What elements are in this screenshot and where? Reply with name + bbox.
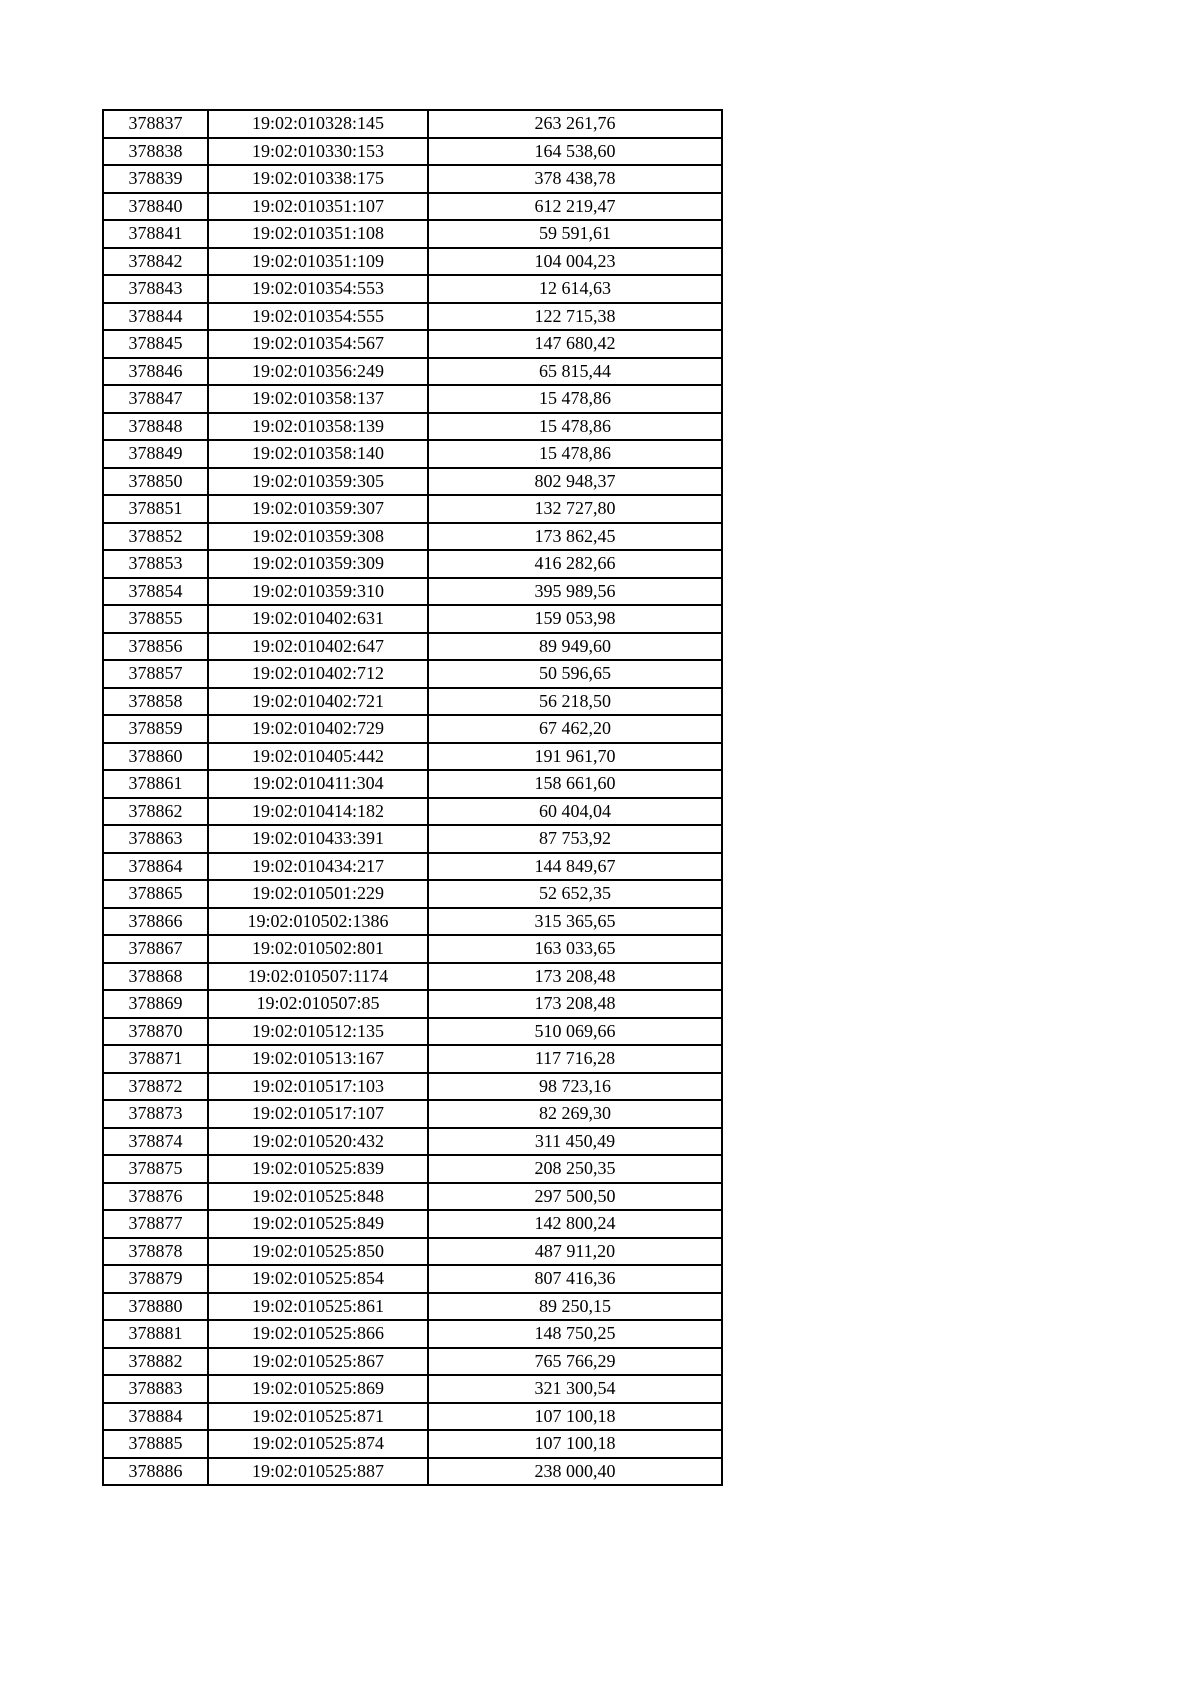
row-number-cell: 378873 <box>103 1100 208 1128</box>
cadastral-number-cell: 19:02:010402:647 <box>208 633 428 661</box>
cadastral-number-cell: 19:02:010517:103 <box>208 1073 428 1101</box>
table-row <box>103 1375 722 1403</box>
cadastral-number-cell: 19:02:010359:308 <box>208 523 428 551</box>
cadastral-number-cell: 19:02:010358:137 <box>208 385 428 413</box>
value-cell: 50 596,65 <box>428 660 722 688</box>
row-number-cell: 378878 <box>103 1238 208 1266</box>
cadastral-number-cell: 19:02:010525:871 <box>208 1403 428 1431</box>
cadastral-number-cell: 19:02:010351:107 <box>208 193 428 221</box>
value-cell: 311 450,49 <box>428 1128 722 1156</box>
value-cell: 15 478,86 <box>428 413 722 441</box>
value-cell: 612 219,47 <box>428 193 722 221</box>
value-cell: 89 949,60 <box>428 633 722 661</box>
table-row <box>103 413 722 441</box>
value-cell: 173 208,48 <box>428 990 722 1018</box>
cadastral-number-cell: 19:02:010354:553 <box>208 275 428 303</box>
row-number-cell: 378865 <box>103 880 208 908</box>
table-row <box>103 468 722 496</box>
cadastral-number-cell: 19:02:010359:307 <box>208 495 428 523</box>
table-row <box>103 220 722 248</box>
table-row <box>103 743 722 771</box>
table-row <box>103 358 722 386</box>
cadastral-number-cell: 19:02:010525:849 <box>208 1210 428 1238</box>
table-body <box>103 110 722 1485</box>
row-number-cell: 378849 <box>103 440 208 468</box>
value-cell: 87 753,92 <box>428 825 722 853</box>
row-number-cell: 378876 <box>103 1183 208 1211</box>
table-row <box>103 385 722 413</box>
value-cell: 144 849,67 <box>428 853 722 881</box>
table-row <box>103 825 722 853</box>
value-cell: 12 614,63 <box>428 275 722 303</box>
row-number-cell: 378859 <box>103 715 208 743</box>
table-row <box>103 688 722 716</box>
table-row <box>103 853 722 881</box>
row-number-cell: 378862 <box>103 798 208 826</box>
table-row <box>103 715 722 743</box>
cadastral-number-cell: 19:02:010502:801 <box>208 935 428 963</box>
row-number-cell: 378856 <box>103 633 208 661</box>
row-number-cell: 378875 <box>103 1155 208 1183</box>
row-number-cell: 378869 <box>103 990 208 1018</box>
cadastral-number-cell: 19:02:010359:309 <box>208 550 428 578</box>
cadastral-number-cell: 19:02:010525:869 <box>208 1375 428 1403</box>
table-row <box>103 1100 722 1128</box>
table-row <box>103 440 722 468</box>
row-number-cell: 378881 <box>103 1320 208 1348</box>
value-cell: 163 033,65 <box>428 935 722 963</box>
table-row <box>103 165 722 193</box>
value-cell: 802 948,37 <box>428 468 722 496</box>
value-cell: 117 716,28 <box>428 1045 722 1073</box>
row-number-cell: 378877 <box>103 1210 208 1238</box>
value-cell: 238 000,40 <box>428 1458 722 1486</box>
cadastral-number-cell: 19:02:010358:140 <box>208 440 428 468</box>
table-row <box>103 495 722 523</box>
value-cell: 132 727,80 <box>428 495 722 523</box>
table-row <box>103 963 722 991</box>
row-number-cell: 378854 <box>103 578 208 606</box>
cadastral-number-cell: 19:02:010414:182 <box>208 798 428 826</box>
cadastral-number-cell: 19:02:010358:139 <box>208 413 428 441</box>
cadastral-number-cell: 19:02:010517:107 <box>208 1100 428 1128</box>
row-number-cell: 378883 <box>103 1375 208 1403</box>
cadastral-number-cell: 19:02:010330:153 <box>208 138 428 166</box>
value-cell: 107 100,18 <box>428 1430 722 1458</box>
table-row <box>103 1458 722 1486</box>
row-number-cell: 378884 <box>103 1403 208 1431</box>
table-row <box>103 1045 722 1073</box>
row-number-cell: 378861 <box>103 770 208 798</box>
value-cell: 98 723,16 <box>428 1073 722 1101</box>
row-number-cell: 378842 <box>103 248 208 276</box>
cadastral-number-cell: 19:02:010502:1386 <box>208 908 428 936</box>
table-row <box>103 798 722 826</box>
value-cell: 321 300,54 <box>428 1375 722 1403</box>
cadastral-number-cell: 19:02:010351:108 <box>208 220 428 248</box>
value-cell: 487 911,20 <box>428 1238 722 1266</box>
value-cell: 807 416,36 <box>428 1265 722 1293</box>
row-number-cell: 378870 <box>103 1018 208 1046</box>
value-cell: 89 250,15 <box>428 1293 722 1321</box>
cadastral-number-cell: 19:02:010525:861 <box>208 1293 428 1321</box>
table-row <box>103 605 722 633</box>
table-row <box>103 1183 722 1211</box>
table-row <box>103 1073 722 1101</box>
value-cell: 297 500,50 <box>428 1183 722 1211</box>
cadastral-number-cell: 19:02:010525:887 <box>208 1458 428 1486</box>
cadastral-number-cell: 19:02:010402:712 <box>208 660 428 688</box>
value-cell: 65 815,44 <box>428 358 722 386</box>
value-cell: 378 438,78 <box>428 165 722 193</box>
value-cell: 416 282,66 <box>428 550 722 578</box>
value-cell: 765 766,29 <box>428 1348 722 1376</box>
value-cell: 142 800,24 <box>428 1210 722 1238</box>
cadastral-number-cell: 19:02:010525:850 <box>208 1238 428 1266</box>
value-cell: 60 404,04 <box>428 798 722 826</box>
value-cell: 208 250,35 <box>428 1155 722 1183</box>
row-number-cell: 378855 <box>103 605 208 633</box>
value-cell: 122 715,38 <box>428 303 722 331</box>
value-cell: 173 208,48 <box>428 963 722 991</box>
table-row <box>103 110 722 138</box>
cadastral-number-cell: 19:02:010525:867 <box>208 1348 428 1376</box>
table-row <box>103 1403 722 1431</box>
cadastral-number-cell: 19:02:010525:874 <box>208 1430 428 1458</box>
row-number-cell: 378848 <box>103 413 208 441</box>
table-row <box>103 770 722 798</box>
value-cell: 510 069,66 <box>428 1018 722 1046</box>
value-cell: 52 652,35 <box>428 880 722 908</box>
cadastral-number-cell: 19:02:010411:304 <box>208 770 428 798</box>
table-row <box>103 660 722 688</box>
row-number-cell: 378871 <box>103 1045 208 1073</box>
row-number-cell: 378879 <box>103 1265 208 1293</box>
cadastral-number-cell: 19:02:010359:310 <box>208 578 428 606</box>
cadastral-number-cell: 19:02:010525:854 <box>208 1265 428 1293</box>
table-row <box>103 193 722 221</box>
cadastral-number-cell: 19:02:010402:729 <box>208 715 428 743</box>
cadastral-number-cell: 19:02:010513:167 <box>208 1045 428 1073</box>
value-cell: 67 462,20 <box>428 715 722 743</box>
table-row <box>103 1265 722 1293</box>
row-number-cell: 378868 <box>103 963 208 991</box>
table-row <box>103 633 722 661</box>
row-number-cell: 378874 <box>103 1128 208 1156</box>
table-row <box>103 578 722 606</box>
row-number-cell: 378864 <box>103 853 208 881</box>
cadastral-number-cell: 19:02:010402:721 <box>208 688 428 716</box>
row-number-cell: 378853 <box>103 550 208 578</box>
cadastral-number-cell: 19:02:010351:109 <box>208 248 428 276</box>
row-number-cell: 378852 <box>103 523 208 551</box>
cadastral-number-cell: 19:02:010434:217 <box>208 853 428 881</box>
table-row <box>103 1293 722 1321</box>
row-number-cell: 378839 <box>103 165 208 193</box>
table-row <box>103 550 722 578</box>
table-row <box>103 248 722 276</box>
value-cell: 191 961,70 <box>428 743 722 771</box>
cadastral-number-cell: 19:02:010402:631 <box>208 605 428 633</box>
row-number-cell: 378882 <box>103 1348 208 1376</box>
cadastral-number-cell: 19:02:010433:391 <box>208 825 428 853</box>
cadastral-number-cell: 19:02:010328:145 <box>208 110 428 138</box>
row-number-cell: 378844 <box>103 303 208 331</box>
value-cell: 107 100,18 <box>428 1403 722 1431</box>
cadastral-number-cell: 19:02:010507:1174 <box>208 963 428 991</box>
table-row <box>103 1320 722 1348</box>
table-row <box>103 1238 722 1266</box>
cadastral-number-cell: 19:02:010359:305 <box>208 468 428 496</box>
table-row <box>103 1128 722 1156</box>
row-number-cell: 378845 <box>103 330 208 358</box>
cadastral-number-cell: 19:02:010356:249 <box>208 358 428 386</box>
table-row <box>103 1430 722 1458</box>
value-cell: 56 218,50 <box>428 688 722 716</box>
table-row <box>103 880 722 908</box>
row-number-cell: 378860 <box>103 743 208 771</box>
table-row <box>103 1155 722 1183</box>
cadastral-number-cell: 19:02:010507:85 <box>208 990 428 1018</box>
table-row <box>103 908 722 936</box>
table-row <box>103 330 722 358</box>
cadastral-number-cell: 19:02:010354:567 <box>208 330 428 358</box>
table-row <box>103 303 722 331</box>
table-row <box>103 1210 722 1238</box>
row-number-cell: 378880 <box>103 1293 208 1321</box>
cadastral-number-cell: 19:02:010525:866 <box>208 1320 428 1348</box>
row-number-cell: 378872 <box>103 1073 208 1101</box>
value-cell: 158 661,60 <box>428 770 722 798</box>
row-number-cell: 378838 <box>103 138 208 166</box>
row-number-cell: 378846 <box>103 358 208 386</box>
row-number-cell: 378841 <box>103 220 208 248</box>
row-number-cell: 378850 <box>103 468 208 496</box>
table-row <box>103 1348 722 1376</box>
cadastral-number-cell: 19:02:010338:175 <box>208 165 428 193</box>
value-cell: 159 053,98 <box>428 605 722 633</box>
cadastral-number-cell: 19:02:010512:135 <box>208 1018 428 1046</box>
cadastral-number-cell: 19:02:010354:555 <box>208 303 428 331</box>
cadastral-number-cell: 19:02:010501:229 <box>208 880 428 908</box>
cadastral-value-table <box>102 109 723 1486</box>
row-number-cell: 378863 <box>103 825 208 853</box>
value-cell: 395 989,56 <box>428 578 722 606</box>
value-cell: 315 365,65 <box>428 908 722 936</box>
row-number-cell: 378858 <box>103 688 208 716</box>
table-row <box>103 990 722 1018</box>
row-number-cell: 378851 <box>103 495 208 523</box>
value-cell: 15 478,86 <box>428 385 722 413</box>
row-number-cell: 378885 <box>103 1430 208 1458</box>
row-number-cell: 378866 <box>103 908 208 936</box>
cadastral-number-cell: 19:02:010405:442 <box>208 743 428 771</box>
row-number-cell: 378867 <box>103 935 208 963</box>
row-number-cell: 378840 <box>103 193 208 221</box>
row-number-cell: 378843 <box>103 275 208 303</box>
value-cell: 164 538,60 <box>428 138 722 166</box>
cadastral-number-cell: 19:02:010525:848 <box>208 1183 428 1211</box>
row-number-cell: 378886 <box>103 1458 208 1486</box>
value-cell: 147 680,42 <box>428 330 722 358</box>
table-row <box>103 275 722 303</box>
value-cell: 148 750,25 <box>428 1320 722 1348</box>
row-number-cell: 378837 <box>103 110 208 138</box>
value-cell: 173 862,45 <box>428 523 722 551</box>
value-cell: 59 591,61 <box>428 220 722 248</box>
value-cell: 15 478,86 <box>428 440 722 468</box>
value-cell: 82 269,30 <box>428 1100 722 1128</box>
table-row <box>103 935 722 963</box>
value-cell: 104 004,23 <box>428 248 722 276</box>
cadastral-number-cell: 19:02:010525:839 <box>208 1155 428 1183</box>
table-row <box>103 1018 722 1046</box>
cadastral-number-cell: 19:02:010520:432 <box>208 1128 428 1156</box>
table-row <box>103 138 722 166</box>
table-row <box>103 523 722 551</box>
value-cell: 263 261,76 <box>428 110 722 138</box>
row-number-cell: 378857 <box>103 660 208 688</box>
row-number-cell: 378847 <box>103 385 208 413</box>
